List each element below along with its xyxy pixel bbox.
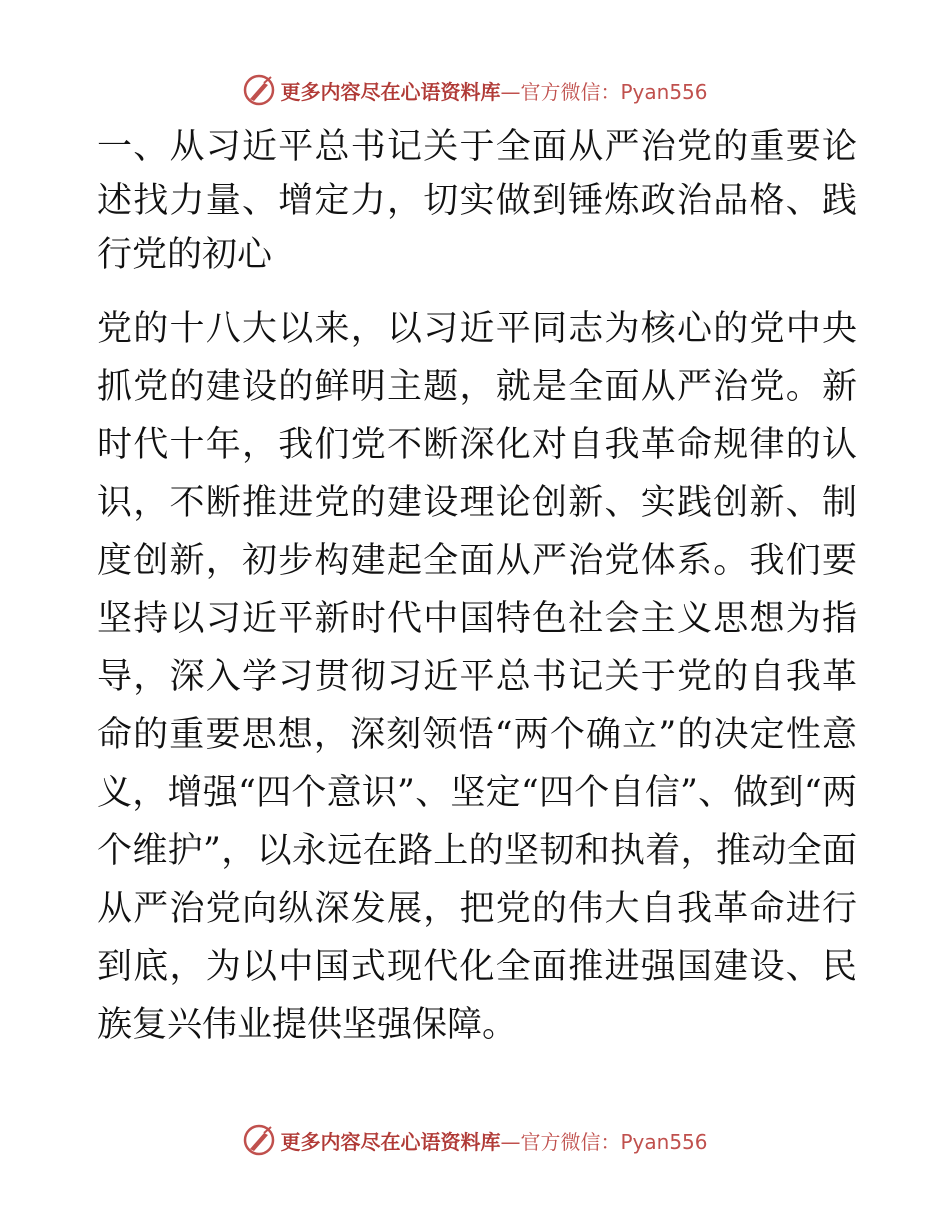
quill-pen-logo-icon — [242, 73, 276, 107]
banner-site-text: 更多内容尽在心语资料库 — [280, 79, 501, 104]
banner-dash: — — [500, 1129, 521, 1154]
section-heading: 一、从习近平总书记关于全面从严治党的重要论述找力量、增定力，切实做到锤炼政治品格、践行党的初心 — [97, 127, 857, 275]
document-body — [97, 120, 857, 1054]
footer-banner — [0, 1120, 950, 1160]
header-banner — [0, 70, 950, 110]
banner-text — [280, 1126, 707, 1155]
banner-wechat-label: 官方微信： — [520, 79, 621, 104]
banner-wechat-id: Pyan556 — [620, 79, 708, 104]
banner-site-text: 更多内容尽在心语资料库 — [280, 1129, 501, 1154]
banner-dash: — — [500, 79, 521, 104]
body-paragraph: 党的十八大以来，以习近平同志为核心的党中央抓党的建设的鲜明主题，就是全面从严治党。新时代十年，我们党不断深化对自我革命规律的认识，不断推进党的建设理论创新、实践创新、制度创新，初步构建起全面从严治党体系。我们要坚持以习近平新时代中国特色社会主义思想为指导，深入学习贯彻习近平总书记关于党的自我革命的重要思想，深刻领悟“两个确立”的决定性意义，增强“四个意识”、坚定“四个自信”、做到“两个维护”，以永远在路上的坚韧和执着，推动全面从严治党向纵深发展，把党的伟大自我革命进行到底，为以中国式现代化全面推进强国建设、民族复兴伟业提供坚强保障。 — [97, 309, 857, 1045]
banner-wechat-label: 官方微信： — [520, 1129, 621, 1154]
quill-pen-logo-icon — [242, 1123, 276, 1157]
banner-wechat-id: Pyan556 — [620, 1129, 708, 1154]
banner-text — [280, 76, 707, 105]
